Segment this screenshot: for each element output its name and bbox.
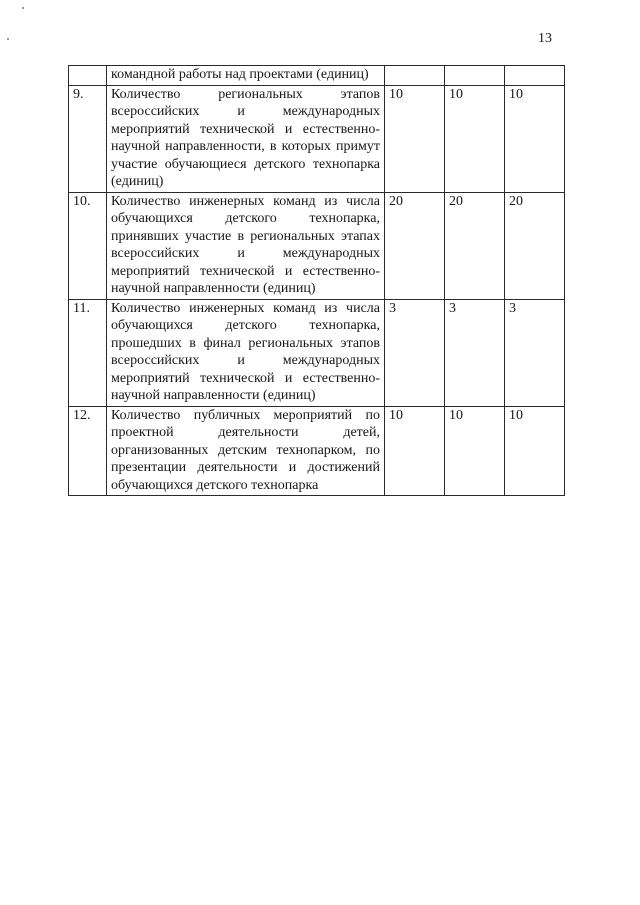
indicator-value: 3 (445, 299, 505, 406)
indicator-description: Количество публичных мероприятий по проектной деятельности детей, организованных детским технопарком, по презентации деятельности и достижений обучающихся детского технопарка (107, 406, 385, 496)
indicator-value: 10 (385, 406, 445, 496)
indicator-value: 10 (445, 85, 505, 192)
indicator-value: 20 (385, 192, 445, 299)
indicator-value: 3 (385, 299, 445, 406)
indicator-description: Количество региональных этапов всероссийских и международных мероприятий технической и естественно-научной направленности, в которых примут участие обучающиеся детского технопарка (единиц) (107, 85, 385, 192)
indicator-value: 3 (505, 299, 565, 406)
indicator-value: 10 (505, 85, 565, 192)
indicator-value (445, 66, 505, 86)
table-row (69, 192, 565, 299)
indicator-value (385, 66, 445, 86)
table-row (69, 85, 565, 192)
indicator-value: 20 (445, 192, 505, 299)
row-number: 11. (69, 299, 107, 406)
indicator-value: 10 (505, 406, 565, 496)
indicator-value: 10 (445, 406, 505, 496)
scan-speck (22, 7, 24, 9)
row-number: 12. (69, 406, 107, 496)
indicator-value: 20 (505, 192, 565, 299)
table-row (69, 66, 565, 86)
row-number: 9. (69, 85, 107, 192)
indicator-value: 10 (385, 85, 445, 192)
page-number: 13 (538, 31, 552, 46)
indicator-description: Количество инженерных команд из числа обучающихся детского технопарка, принявших участие в региональных этапах всероссийских и международных мероприятий технической и естественно-научной направленности (единиц) (107, 192, 385, 299)
row-number (69, 66, 107, 86)
indicator-value (505, 66, 565, 86)
indicator-description: Количество инженерных команд из числа обучающихся детского технопарка, прошедших в финал региональных этапов всероссийских и международных мероприятий технической и естественно-научной направленности (единиц) (107, 299, 385, 406)
indicators-table (68, 65, 565, 496)
row-number: 10. (69, 192, 107, 299)
table-row (69, 406, 565, 496)
table-row (69, 299, 565, 406)
scan-speck (7, 38, 9, 40)
indicator-description: командной работы над проектами (единиц) (107, 66, 385, 86)
